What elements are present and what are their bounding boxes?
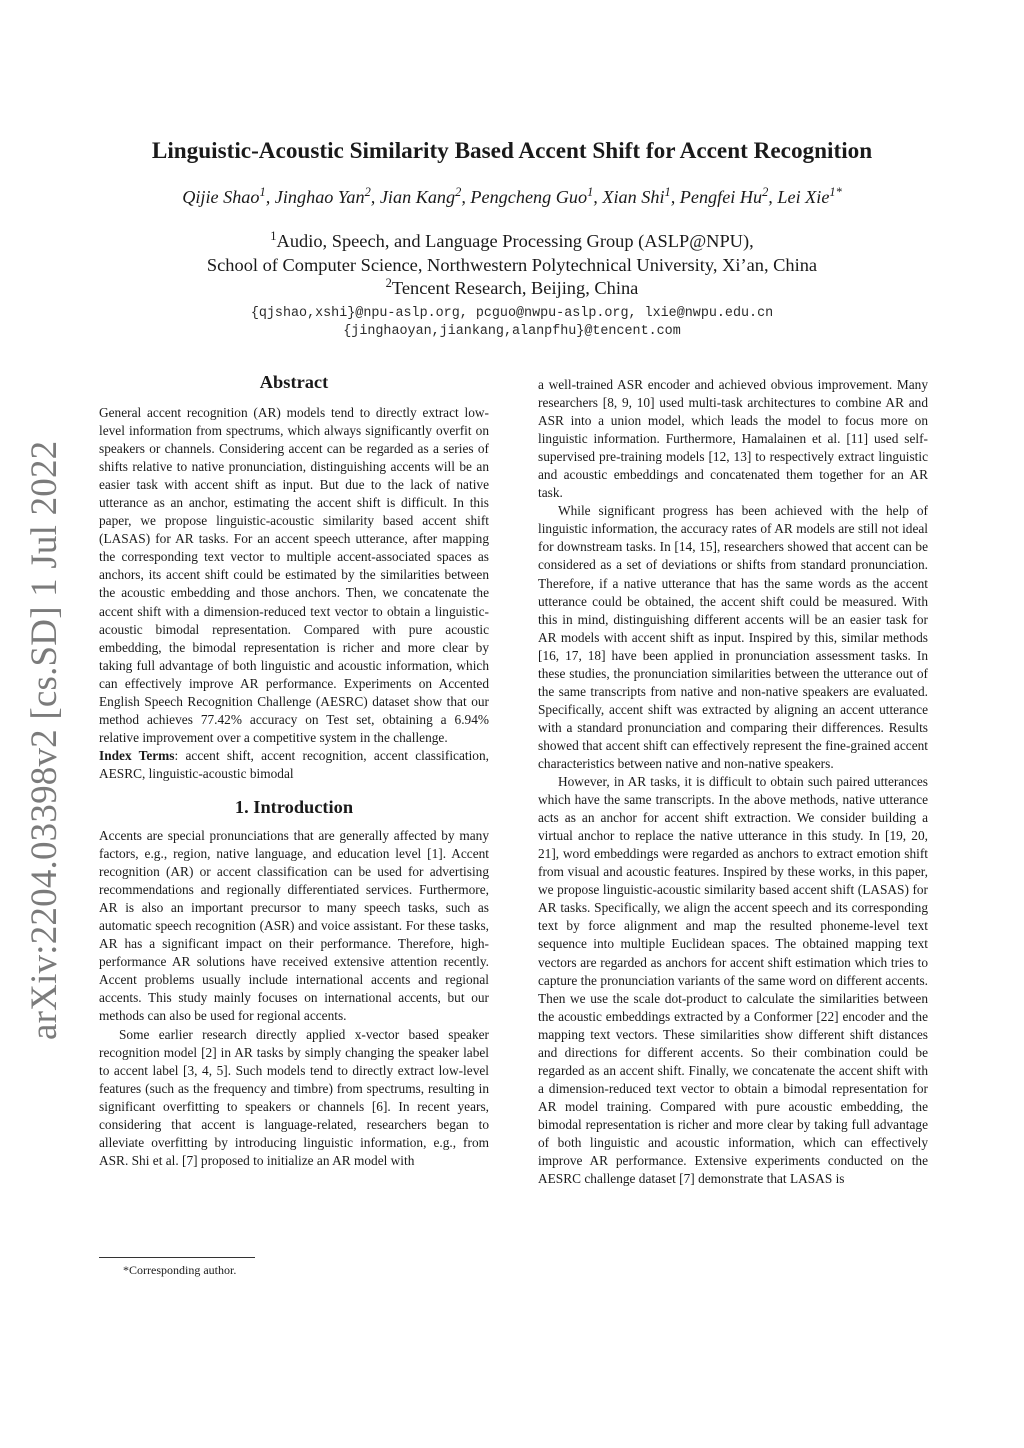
arxiv-stamp: arXiv:2204.03398v2 [cs.SD] 1 Jul 2022 [24, 440, 65, 1040]
intro-paragraph-1: Accents are special pronunciations that are generally affected by many factors, e.g., region, native language, and education level [1]. Accent recognition (AR) or accent classification can be used for advertising recommendations and regionally differentiated services. Furthermore, AR is also an important precursor to many speech tasks, such as automatic speech recognition (ASR) and voice assistant. For these tasks, AR has a significant impact on their performance. Therefore, high-performance AR solutions have received extensive attention recently. Accent problems usually include international accents and regional accents. This study mainly focuses on international accents, but our methods can also be used for regional accents. [99, 827, 489, 1024]
author-list: Qijie Shao$^1$, Jinghao Yan$^2$, Jian Kang$^2$, Pengcheng Guo$^1$, Xian Shi$^1$, Pengfei Hu$^2$, Lei Xie$^{1*}$ [182, 185, 842, 207]
author-affiliation-marker: 1* [829, 185, 842, 200]
footnote: *Corresponding author. [123, 1263, 237, 1277]
index-terms-label: Index Terms [99, 747, 175, 763]
intro-paragraph-3: a well-trained ASR encoder and achieved obvious improvement. Many researchers [8, 9, 10] used multi-task architectures to combine AR and ASR into a union model, which leads the model to focus more on linguistic information. Furthermore, Hamalainen et al. [11] used self-supervised pre-training models [12, 13] to respectively extract linguistic and acoustic embeddings and concatenated them together for an AR task. [538, 377, 928, 501]
abstract-text: General accent recognition (AR) models tend to directly extract low-level information from spectrums, which always significantly overfit on speakers or channels. Considering accent can be regarded as a series of shifts relative to native pronunciation, distinguishing accents will be an easier task with accent shift as input. But due to the lack of native utterance as an anchor, estimating the accent shift is difficult. In this paper, we propose linguistic-acoustic similarity based accent shift (LASAS) for AR tasks. For an accent speech utterance, after mapping the corresponding text vector to multiple accent-associated spaces as anchors, its accent shift could be estimated by the similarities between the acoustic embedding and those anchors. Then, we concatenate the accent shift with a dimension-reduced text vector to obtain a linguistic-acoustic bimodal representation. Compared with pure acoustic embedding, the bimodal representation is richer and more clear by taking full advantage of both linguistic and acoustic information, which can effectively improve AR performance. Experiments on Accented English Speech Recognition Challenge (AESRC) dataset show that our method achieves 77.42% accuracy on Test set, obtaining a 6.94% relative improvement over a competitive system in the challenge. [99, 405, 489, 745]
affiliations [0, 230, 1024, 301]
intro-paragraph-2: Some earlier research directly applied x-vector based speaker recognition model [2] in AR tasks by simply changing the speaker label to accent label [3, 4, 5]. Such models tend to directly extract low-level features (such as the frequency and timbre) from spectrums, resulting in significant overfitting to speakers or channels [6]. In recent years, considering that accent is language-related, researchers began to alleviate overfitting by introducing linguistic information, e.g., from ASR. Shi et al. [7] proposed to initialize an AR model with [99, 1026, 489, 1168]
email-line-1: {qjshao,xshi}@npu-aslp.org, pcguo@nwpu-aslp.org, lxie@nwpu.edu.cn [250, 306, 774, 321]
author-name: Pengcheng Guo [470, 187, 588, 207]
affiliation-2: $^2$Tencent Research, Beijing, China [385, 276, 639, 298]
paper-title: Linguistic-Acoustic Similarity Based Accent Shift for Accent Recognition [151, 138, 873, 164]
abstract-heading: Abstract [259, 372, 329, 392]
author-affiliation-marker: 1 [587, 185, 594, 200]
author-affiliation-marker: 2 [364, 185, 371, 200]
author-affiliation-marker: 2 [455, 185, 462, 200]
footnote-divider [99, 1257, 255, 1258]
index-terms-text: : accent shift, accent recognition, accent classification, AESRC, linguistic-acoustic bimodal [99, 747, 489, 781]
author-name: Qijie Shao [182, 187, 260, 207]
author-affiliation-marker: 2 [762, 185, 769, 200]
left-column [99, 370, 489, 1170]
author-name: Jinghao Yan [274, 187, 365, 207]
right-column [538, 376, 928, 1188]
index-terms [99, 747, 489, 783]
author-name: Pengfei Hu [679, 187, 763, 207]
affiliation-1-line-1: $^1$Audio, Speech, and Language Processing Group (ASLP@NPU), [270, 229, 754, 251]
intro-paragraph-5: However, in AR tasks, it is difficult to obtain such paired utterances which have the same transcripts. In the above methods, native utterance acts as an anchor for accent shift extraction. We consider building a virtual anchor to replace the native utterance in this study. In [19, 20, 21], word embeddings were regarded as anchors to extract emotion shift from visual and acoustic features. Inspired by these works, in this paper, we propose linguistic-acoustic similarity based accent shift (LASAS) for AR tasks. Specifically, we align the accent speech and its corresponding text by force alignment and map the resulted phoneme-level text sequence into multiple Euclidean spaces. The obtained mapping text vectors are regarded as anchors for accent shift estimation which tries to capture the pronunciation variants of the same word on different accents. Then we use the scale dot-product to calculate the similarities between the acoustic embeddings extracted by a Conformer [22] encoder and the mapping text vectors. These similarities show different shift distances and directions for different accents. So their combination could be regarded as an accent shift. Finally, we concatenate the accent shift with a dimension-reduced text vector to obtain a bimodal representation for AR model training. Compared with pure acoustic embedding, the bimodal representation is richer and more clear by taking full advantage of both linguistic and acoustic information, which can effectively improve AR performance. Extensive experiments conducted on the AESRC challenge dataset [7] demonstrate that LASAS is [538, 774, 928, 1187]
email-addresses [0, 305, 1024, 341]
affiliation-1-line-2: School of Computer Science, Northwestern Polytechnical University, Xi’an, China [206, 254, 818, 275]
email-line-2: {jinghaoyan,jiankang,alanpfhu}@tencent.com [343, 324, 681, 339]
author-affiliation-marker: 1 [664, 185, 671, 200]
intro-paragraph-4: While significant progress has been achieved with the help of linguistic information, the accuracy rates of AR models are still not ideal for downstream tasks. In [14, 15], researchers showed that accent can be considered as a set of deviations or shifts from standard pronunciation. Therefore, if a native utterance that has the same words as the accent utterance could be obtained, the accent shift could be measured. With this in mind, distinguishing different accents will be an easier task for AR models with accent shift as input. Inspired by this, similar methods [16, 17, 18] have been applied in pronunciation assessment tasks. In these studies, the pronunciation similarities between the utterance out of the same transcripts from native and non-native speakers are evaluated. Specifically, accent shift was extracted by aligning an accent utterance with a standard pronunciation and comparing their differences. Results showed that accent shift can effectively represent the fine-grained accent characteristics between native and non-native speakers. [538, 503, 928, 771]
introduction-heading: 1. Introduction [234, 796, 354, 817]
author-name: Jian Kang [379, 187, 456, 207]
author-name: Lei Xie [777, 187, 830, 207]
author-affiliation-marker: 1 [259, 185, 266, 200]
author-name: Xian Shi [602, 187, 665, 207]
